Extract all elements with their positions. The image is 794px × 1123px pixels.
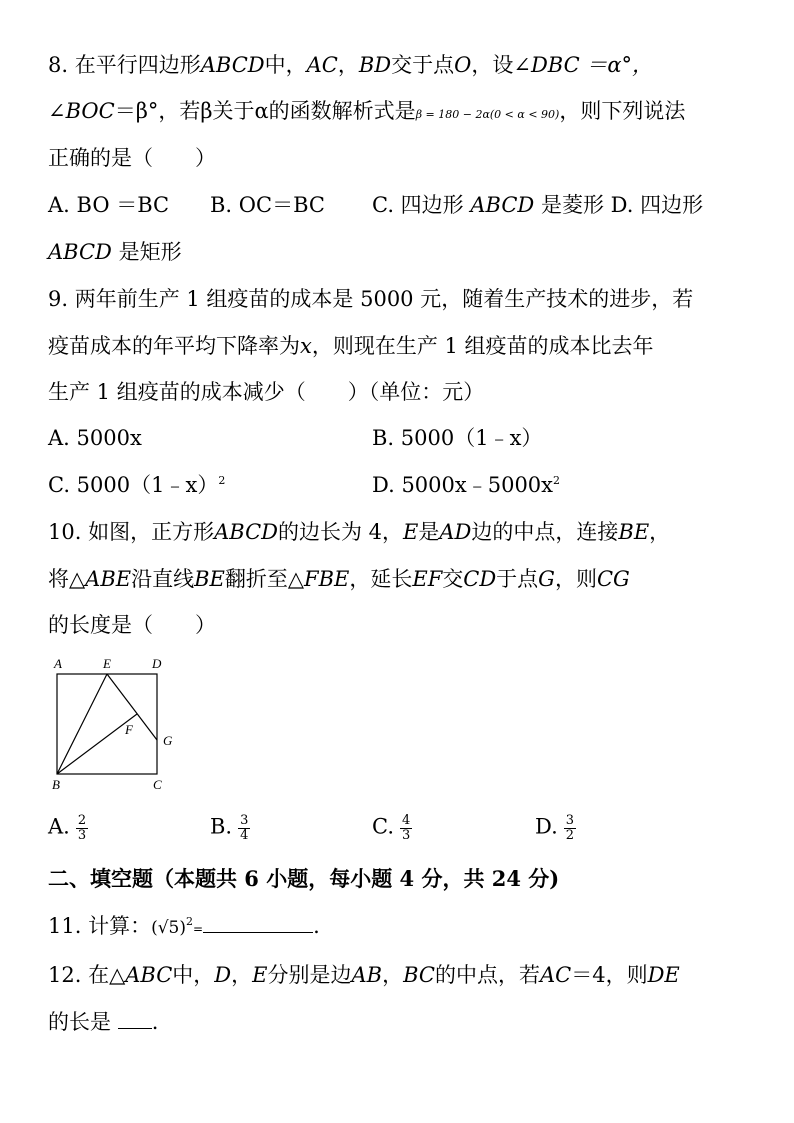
option-label: B. — [210, 814, 233, 839]
q10-line-2 — [48, 569, 630, 590]
q10-option-d — [535, 814, 576, 842]
text: E — [252, 963, 268, 987]
text: CG — [596, 567, 630, 591]
label-a: A — [54, 656, 62, 671]
option-label: A. — [48, 814, 70, 839]
text: 是矩形 — [118, 240, 182, 264]
q10-option-a — [48, 814, 88, 842]
text: G — [538, 567, 555, 591]
q10-option-c — [372, 814, 412, 842]
text: ， — [231, 963, 253, 987]
text: 11. 计算： — [48, 914, 152, 938]
square-abcd — [57, 674, 157, 774]
q9-option-d — [372, 475, 560, 496]
superscript: 2 — [218, 474, 226, 487]
text: 交 — [442, 567, 464, 591]
denominator: 2 — [565, 827, 575, 843]
text: 10. 如图，正方形 — [48, 520, 215, 544]
text: FBE — [304, 567, 350, 591]
label-b: B — [52, 777, 60, 792]
text: 是 — [418, 520, 440, 544]
q8-option-b: B. OC＝BC — [210, 193, 325, 217]
text: 中， — [264, 53, 307, 77]
q9-line-2 — [48, 336, 654, 357]
text: BC — [403, 963, 435, 987]
text: 的中点，若 — [434, 963, 540, 987]
text: 疫苗成本的年平均下降率为 — [48, 334, 300, 358]
q8-option-a: A. BO ＝BC — [48, 193, 170, 217]
q10-line-3: 的长度是（ ） — [48, 613, 216, 637]
text: 12. 在△ — [48, 963, 126, 987]
text: ∠ — [48, 99, 66, 123]
fraction — [400, 814, 412, 842]
text: 边的中点，连接 — [471, 520, 619, 544]
text: ABCD — [470, 193, 535, 217]
text: 是菱形 D. 四边形 — [540, 193, 704, 217]
q9-line-3: 生产 1 组疫苗的成本减少（ ）（单位：元） — [48, 380, 485, 404]
text: . — [151, 1010, 159, 1034]
text: ，延长 — [349, 567, 413, 591]
numerator: 3 — [565, 813, 575, 828]
text: BE — [618, 520, 650, 544]
q10-option-b — [210, 814, 250, 842]
text: ＝α°， — [579, 53, 654, 77]
text: 8. 在平行四边形 — [48, 53, 201, 77]
label-g: G — [163, 733, 173, 748]
q9-line-1: 9. 两年前生产 1 组疫苗的成本是 5000 元，随着生产技术的进步，若 — [48, 287, 694, 311]
superscript: 2 — [553, 474, 561, 487]
numerator: 2 — [77, 813, 87, 828]
text: 将△ — [48, 567, 86, 591]
label-f: F — [125, 722, 133, 737]
option-label: D. — [535, 814, 558, 839]
square-figure — [48, 652, 188, 794]
text: AB — [351, 963, 383, 987]
text: BD — [358, 53, 392, 77]
text: BE — [194, 567, 225, 591]
text: CD — [463, 567, 497, 591]
text: 中， — [172, 963, 215, 987]
fraction — [76, 814, 88, 842]
label-e: E — [103, 656, 111, 671]
section-2-title: 二、填空题（本题共 6 小题，每小题 4 分，共 24 分) — [48, 866, 560, 891]
q12-line-1 — [48, 965, 680, 986]
text: AC — [306, 53, 338, 77]
q8-line-1 — [48, 55, 653, 76]
text: DE — [647, 963, 680, 987]
q10-line-1 — [48, 522, 670, 543]
label-d: D — [152, 656, 162, 671]
q8-line-2 — [48, 101, 685, 122]
fraction — [564, 814, 576, 842]
text: AC — [539, 963, 572, 987]
text: ，则 — [554, 567, 597, 591]
text: BOC — [65, 99, 115, 123]
text: D — [214, 963, 232, 987]
segment-be — [57, 674, 107, 774]
text: . — [313, 914, 320, 938]
superscript: 2 — [186, 915, 193, 928]
text: E — [403, 520, 419, 544]
numerator: 3 — [240, 813, 249, 828]
text: ＝β°，若β关于α的函数解析式是 — [114, 99, 416, 123]
text: 翻折至△ — [224, 567, 305, 591]
text: ，则下列说法 — [559, 99, 686, 123]
text: ，设∠ — [471, 53, 531, 77]
text: ABC — [125, 963, 173, 987]
text: ABE — [85, 567, 132, 591]
text: C. 四边形 — [372, 193, 464, 217]
answer-blank[interactable] — [118, 1028, 152, 1029]
answer-blank[interactable] — [203, 932, 313, 933]
q11-line — [48, 916, 320, 937]
q8-option-c — [372, 195, 703, 216]
function-formula: β = 180 − 2α(0 < α < 90) — [415, 108, 560, 121]
numerator: 4 — [402, 813, 411, 828]
text: 的长是 — [48, 1010, 111, 1034]
text: DBC — [530, 53, 580, 77]
fraction — [238, 814, 250, 842]
text: AD — [439, 520, 472, 544]
q8-line-3: 正确的是（ ） — [48, 146, 216, 170]
text: EF — [412, 567, 443, 591]
text: ， — [337, 53, 359, 77]
text: x — [300, 334, 312, 358]
text: ABCD — [200, 53, 265, 77]
text: C. 5000（1﹣x） — [48, 473, 219, 497]
text: ， — [649, 520, 671, 544]
text: D. 5000x﹣5000x — [372, 473, 554, 497]
denominator: 4 — [240, 827, 249, 843]
q8-line-5 — [48, 242, 182, 263]
text: 交于点 — [391, 53, 455, 77]
text: 于点 — [496, 567, 539, 591]
q9-option-b: B. 5000（1﹣x） — [372, 426, 543, 450]
text: ， — [382, 963, 404, 987]
equals-sign: = — [193, 922, 204, 936]
text: ＝4，则 — [571, 963, 648, 987]
denominator: 3 — [77, 827, 87, 843]
text: 分别是边 — [267, 963, 352, 987]
sqrt-expression: (√5) — [151, 918, 186, 938]
text: 沿直线 — [131, 567, 195, 591]
denominator: 3 — [402, 827, 411, 843]
q9-option-c — [48, 475, 225, 496]
option-label: C. — [372, 814, 394, 839]
text: O — [454, 53, 472, 77]
q12-line-2 — [48, 1012, 158, 1033]
text: ABCD — [48, 240, 112, 264]
text: ABCD — [214, 520, 278, 544]
text: 的边长为 4， — [277, 520, 404, 544]
q9-option-a: A. 5000x — [48, 426, 142, 450]
label-c: C — [153, 777, 162, 792]
text: ，则现在生产 1 组疫苗的成本比去年 — [311, 334, 654, 358]
